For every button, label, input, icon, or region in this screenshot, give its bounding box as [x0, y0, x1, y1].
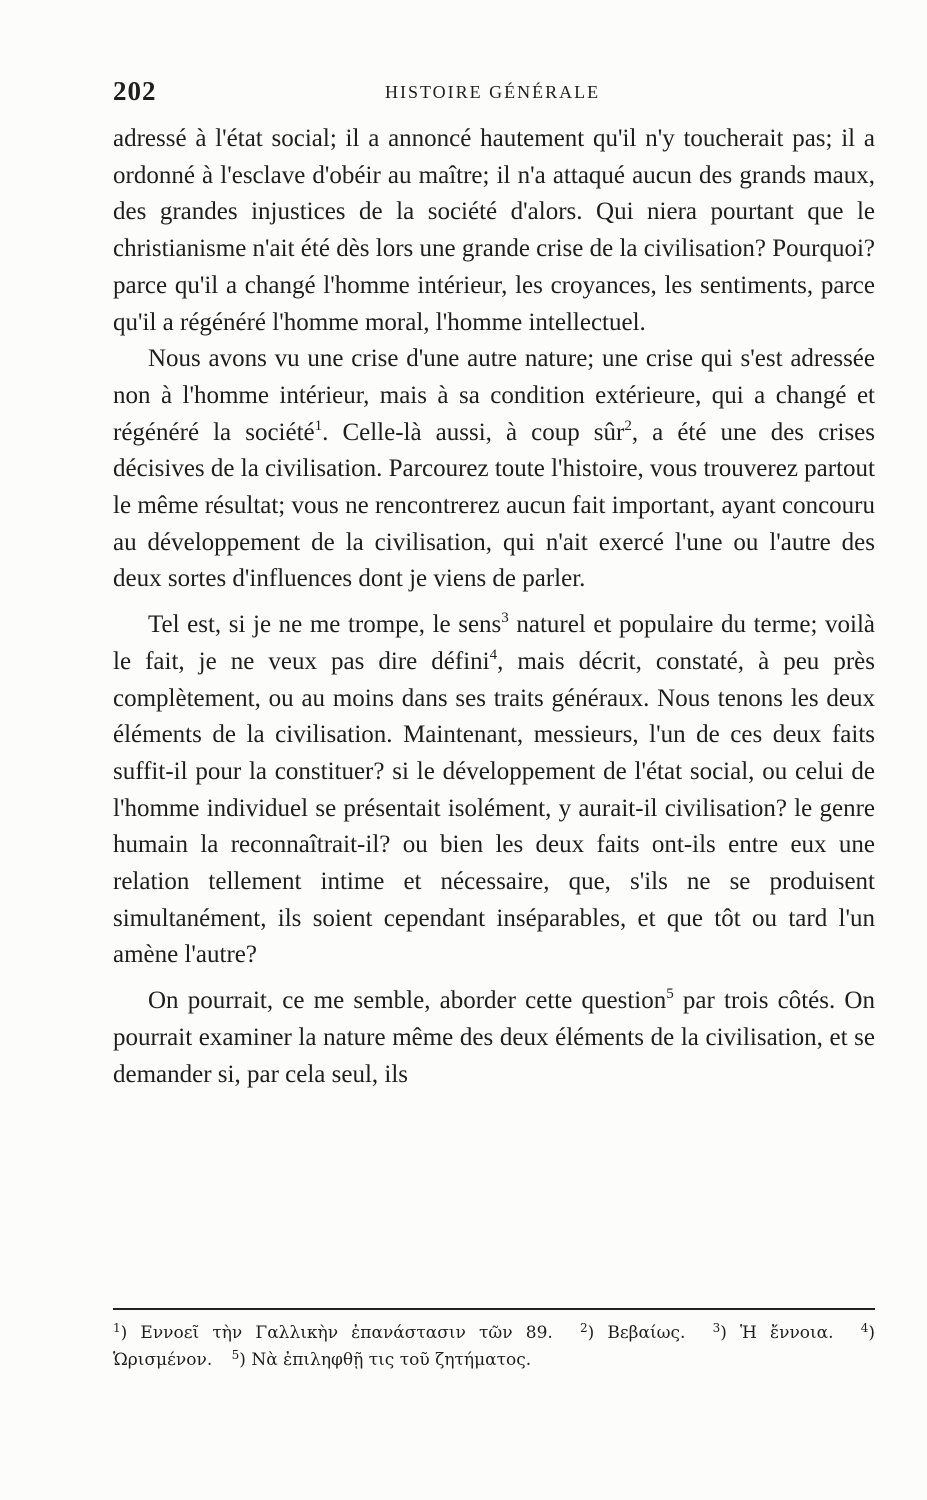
page-number: 202: [113, 76, 157, 106]
paragraph-1: [113, 121, 875, 341]
running-head: [113, 76, 875, 112]
footnote-4: $^4$) Ὡρισμένον.: [113, 1321, 875, 1370]
footnote-ref-4: 4: [489, 646, 498, 663]
paragraph-2-text-b: . Celle-là aussi, à coup sûr: [322, 418, 625, 446]
footnote-5: $^5$) Νὰ ἐπιληφθῇ τις τοῦ ζητήματος.: [231, 1348, 532, 1370]
footnote-5-text: Νὰ ἐπιληφθῇ τις τοῦ ζητήματος.: [251, 1350, 532, 1370]
paragraph-3-text-a: Tel est, si je ne me trompe, le sens: [148, 611, 502, 639]
footnote-3-text: Ἡ ἔννοια.: [739, 1323, 834, 1343]
footnote-ref-5: 5: [666, 986, 674, 1003]
paragraph-4-text-a: On pourrait, ce me semble, aborder cette question: [148, 987, 667, 1015]
footnote-ref-2: 2: [624, 417, 632, 434]
body-text: [113, 121, 875, 1093]
paragraph-4: [113, 983, 875, 1093]
footnote-2-text: Βεβαίως.: [607, 1323, 686, 1343]
paragraph-1-text: adressé à l'état social; il a annoncé hautement qu'il n'y toucherait pas; il a ordonné à l'esclave d'obéir au maître; il n'a attaqué aucun des grands maux, des grandes injustices de la société d'alors. Qui niera pourtant que le christianisme n'ait été dès lors une grande crise de la civilisation? Pourquoi? parce qu'il a changé l'homme intérieur, les croyances, les sentiments, parce qu'il a régénéré l'homme moral, l'homme intellectuel.: [113, 125, 875, 336]
paragraph-2: [113, 341, 875, 598]
footnote-2: $^2$) Βεβαίως.: [579, 1321, 686, 1343]
paragraph-3-text-b: naturel et populaire du terme; voilà le fait, je ne veux pas dire défini: [113, 611, 875, 675]
footnote-rule: [113, 1308, 875, 1310]
footnote-1-mark: 1: [113, 1321, 121, 1335]
footnote-3-mark: 3: [712, 1321, 721, 1335]
paragraph-2-text-a: Nous avons vu une crise d'une autre nature; une crise qui s'est adressée non à l'homme intérieur, mais à sa condition extérieure, qui a changé et régénéré la société: [113, 345, 875, 446]
footnote-4-mark: 4: [860, 1321, 869, 1335]
paragraph-4-text-b: par trois côtés. On pourrait examiner la nature même des deux éléments de la civilisation, et se demander si, par cela seul, ils: [113, 987, 875, 1088]
paragraph-3-text-c: , mais décrit, constaté, à peu près complètement, ou au moins dans ses traits généraux. Nous tenons les deux éléments de la civilisation. Maintenant, messieurs, l'un de ces deux faits suffit-il pour la constituer? si le développement de l'état social, ou celui de l'homme individuel se présentait isolément, y aurait-il civilisation? le genre humain la reconnaîtrait-il? ou bien les deux faits ont-ils entre eux une relation tellement intime et nécessaire, que, s'ils ne se produisent simultanément, ils soient cependant inséparables, et que tôt ou tard l'un amène l'autre?: [113, 647, 875, 969]
footnote-4-text: Ὡρισμένον.: [113, 1350, 213, 1370]
paragraph-2-text-c: , a été une des crises décisives de la civilisation. Parcourez toute l'histoire, vous trouverez partout le même résultat; vous ne rencontrerez aucun fait important, ayant concouru au développement de la civilisation, qui n'ait exercé l'une ou l'autre des deux sortes d'influences dont je viens de parler.: [113, 418, 876, 593]
footnote-2-mark: 2: [579, 1321, 588, 1335]
footnote-1: $^1$) Εννοεῖ τὴν Γαλλικὴν ἐπανάστασιν τῶν 89.: [113, 1321, 553, 1343]
running-title: HISTOIRE GÉNÉRALE: [385, 82, 601, 102]
footnote-ref-1: 1: [314, 417, 323, 434]
footnote-ref-3: 3: [501, 610, 509, 627]
footnote-3: $^3$) Ἡ ἔννοια.: [712, 1321, 834, 1343]
footnote-1-text: Εννοεῖ τὴν Γαλλικὴν ἐπανάστασιν τῶν 89.: [140, 1323, 553, 1343]
paragraph-3: [113, 607, 875, 974]
footnotes: [113, 1320, 875, 1374]
footnote-5-mark: 5: [231, 1348, 240, 1362]
